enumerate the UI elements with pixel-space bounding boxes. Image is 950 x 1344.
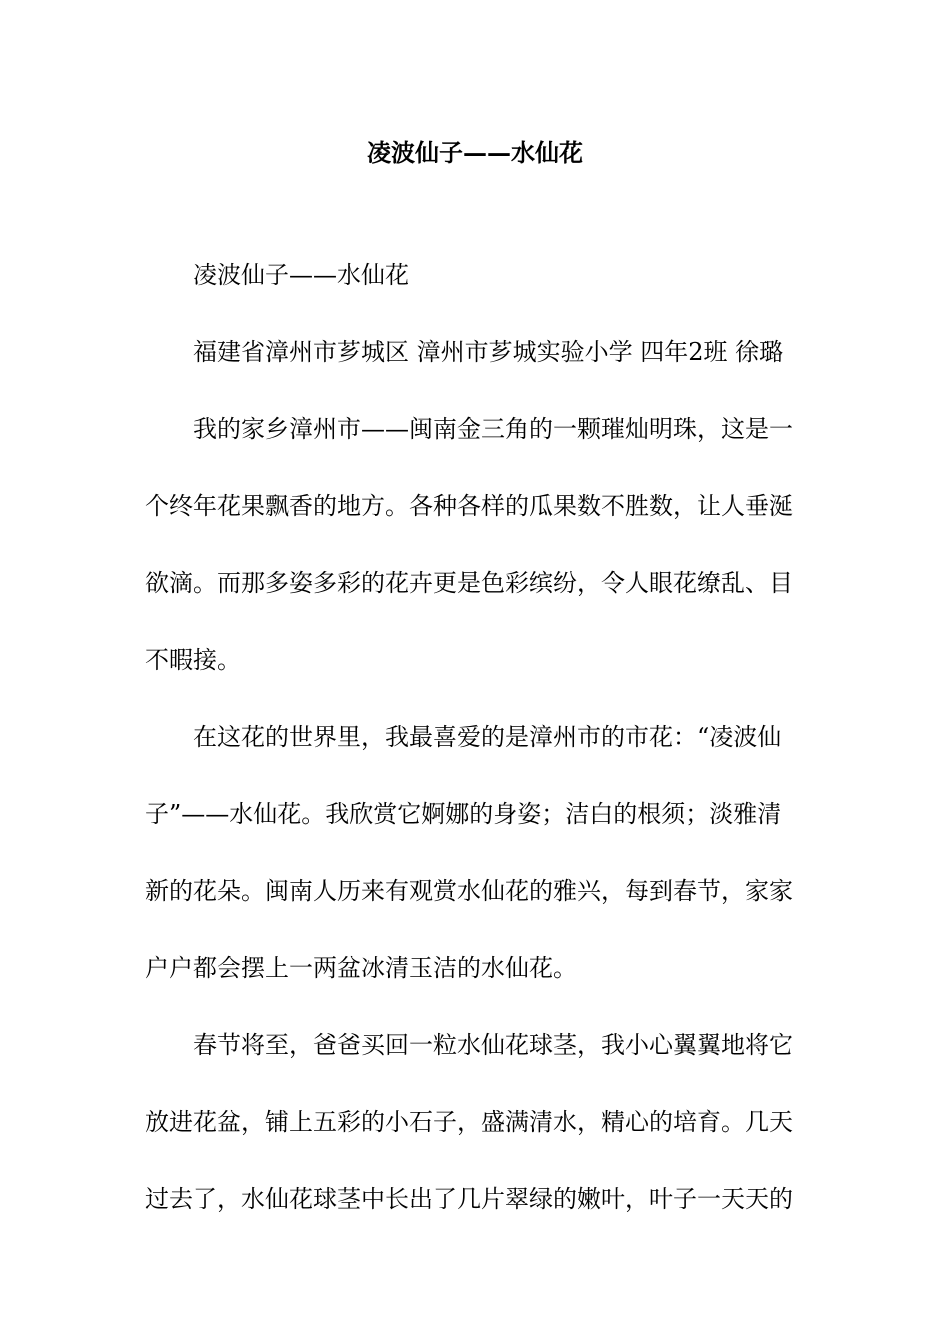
paragraph-hometown <box>145 410 803 680</box>
paragraph-subtitle <box>145 256 803 295</box>
paragraph-line: 不暇接。 <box>145 646 241 674</box>
paragraph-city-flower <box>145 718 803 988</box>
paragraph-line: 我的家乡漳州市——闽南金三角的一颗璀灿明珠，这是一 <box>193 415 793 443</box>
paragraph-line: 春节将至，爸爸买回一粒水仙花球茎，我小心翼翼地将它 <box>193 1031 793 1059</box>
document-title: 凌波仙子——水仙花 <box>367 138 583 167</box>
paragraph-line: 放进花盆，铺上五彩的小石子，盛满清水，精心的培育。几天 <box>145 1108 793 1136</box>
document-body <box>145 256 803 1257</box>
paragraph-line: 欲滴。而那多姿多彩的花卉更是色彩缤纷，令人眼花缭乱、目 <box>145 569 793 597</box>
paragraph-line: 子”——水仙花。我欣赏它婀娜的身姿；洁白的根须；淡雅清 <box>145 800 782 828</box>
paragraph-line: 凌波仙子——水仙花 <box>193 261 409 289</box>
paragraph-spring-festival <box>145 1026 803 1219</box>
paragraph-line: 在这花的世界里，我最喜爱的是漳州市的市花：“凌波仙 <box>193 723 782 751</box>
paragraph-author <box>145 333 803 372</box>
paragraph-line: 个终年花果飘香的地方。各种各样的瓜果数不胜数，让人垂涎 <box>145 492 793 520</box>
paragraph-line: 福建省漳州市芗城区 漳州市芗城实验小学 四年2班 徐璐 <box>193 338 784 366</box>
paragraph-line: 新的花朵。闽南人历来有观赏水仙花的雅兴，每到春节，家家 <box>145 877 793 905</box>
paragraph-line: 户户都会摆上一两盆冰清玉洁的水仙花。 <box>145 954 577 982</box>
paragraph-line: 过去了，水仙花球茎中长出了几片翠绿的嫩叶，叶子一天天的 <box>145 1185 793 1213</box>
